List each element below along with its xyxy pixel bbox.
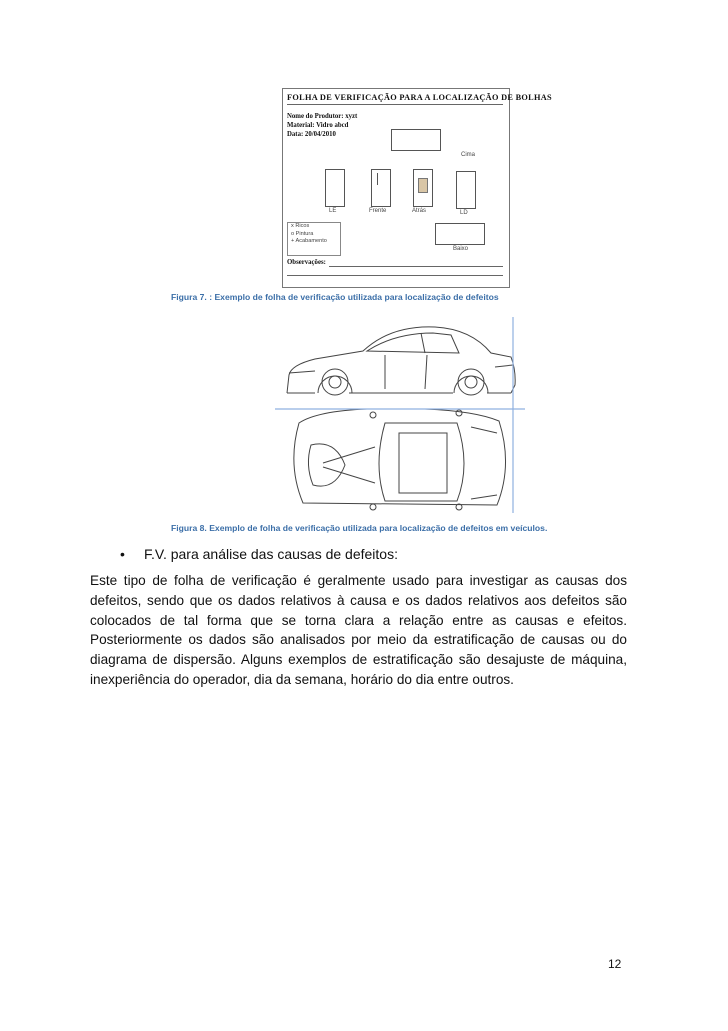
figure7-caption: Figura 7. : Exemplo de folha de verificação utilizada para localização de defeitos [171,292,499,302]
label-top: Cima [461,152,476,158]
label-back: Atrás [412,208,427,214]
legend-item: + Acabamento [291,238,327,245]
legend-item: o Pintura [291,230,314,237]
bullet-heading [120,546,398,562]
form-material: Material: Vidro abcd [287,122,349,129]
label-right: LD [460,210,468,216]
observations-line [329,266,503,267]
page-number: 12 [608,957,622,971]
label-bottom: Baixo [453,246,469,252]
back-marked-area [418,178,428,193]
form-producer: Nome do Produtor: xyzt [287,113,358,120]
label-left: LE [329,208,337,214]
observations-line [287,275,503,276]
observations-label: Observações: [287,259,326,266]
top-view-box [391,129,441,151]
left-view-box [325,169,345,207]
bottom-view-box [435,223,485,245]
legend-item: x Ricos [291,223,310,229]
right-view-box [456,171,476,209]
label-front: Frente [369,208,387,214]
form-title: FOLHA DE VERIFICAÇÃO PARA A LOCALIZAÇÃO DE BOLHAS [287,93,552,102]
body-paragraph: Este tipo de folha de verificação é geralmente usado para investigar as causas dos defeitos, sendo que os dados relativos à causa e os dados relativos aos defeitos são colocados de tal forma que se torna clara a relação entre as causas e efeitos. Posteriormente os dados são analisados por meio da estratificação de causas ou do diagrama de dispersão. Alguns exemplos de estratificação são desajuste de máquina, inexperiência do operador, dia da semana, horário do dia entre outros. [90,573,627,687]
verification-form-figure [282,88,552,288]
bullet-text: F.V. para análise das causas de defeitos: [144,546,398,562]
title-underline [287,104,503,105]
front-mark [377,173,378,185]
legend-box [287,222,341,256]
form-date: Data: 20/04/2010 [287,131,336,138]
front-view-box [371,169,391,207]
bullet-symbol: • [120,546,125,562]
car-outline-figure [275,315,525,515]
figure8-caption: Figura 8. Exemplo de folha de verificação utilizada para localização de defeitos em veículos. [171,523,548,533]
